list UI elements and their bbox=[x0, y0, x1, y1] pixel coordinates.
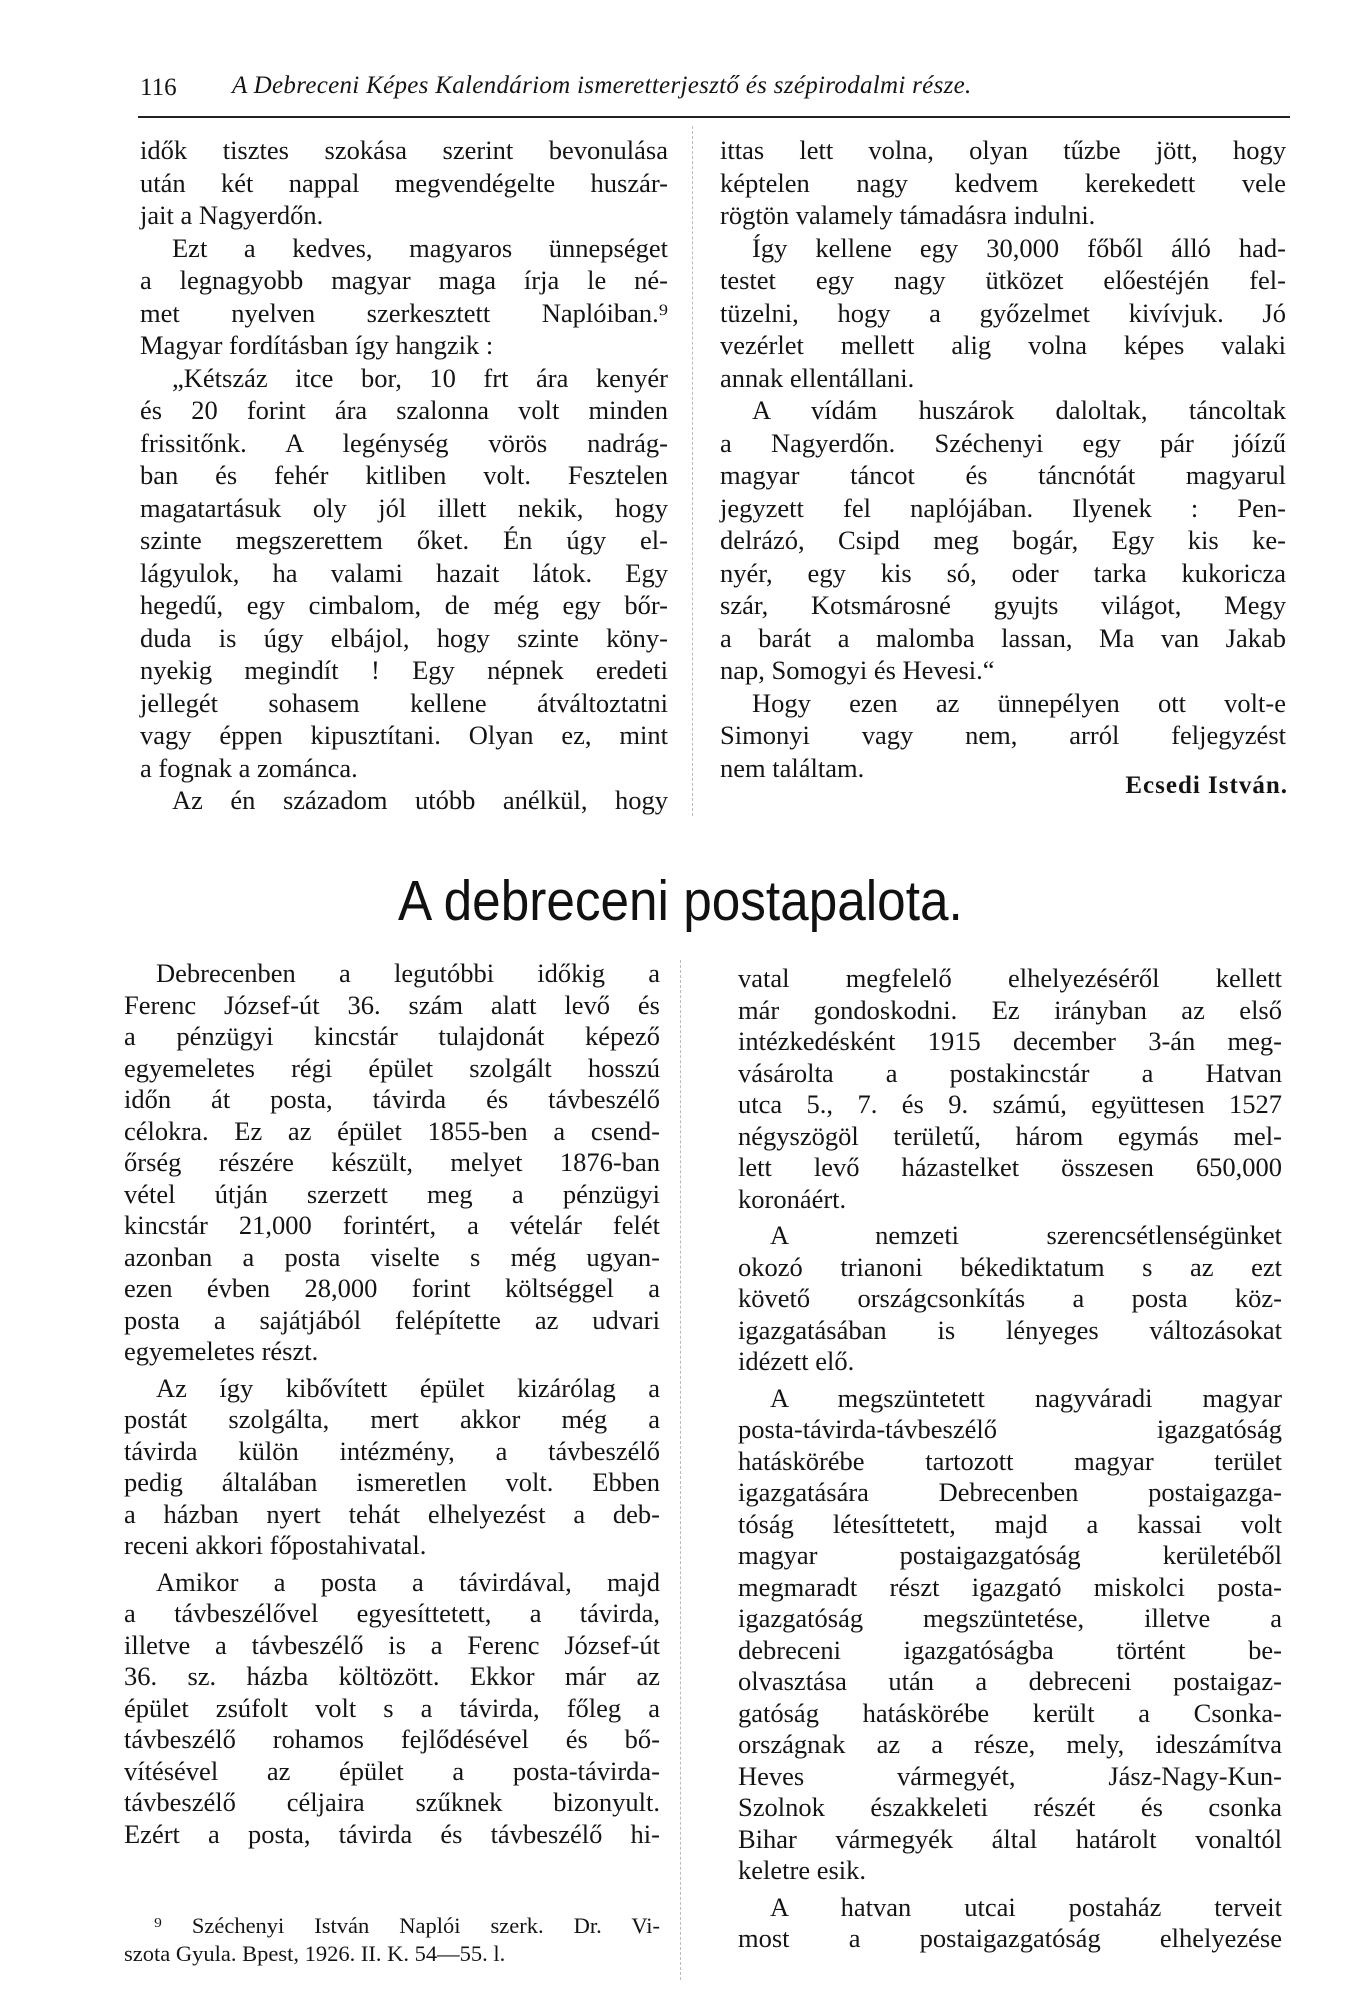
text-line: A vídám huszárok daloltak, táncoltak bbox=[752, 395, 1286, 425]
text-line: magyar táncot és táncnótát magyarul bbox=[720, 460, 1286, 490]
text-line: célokra. Ez az épület 1855-ben a csend- bbox=[124, 1115, 660, 1146]
text-line: posta a sajátjából felépítette az udvari bbox=[124, 1304, 660, 1335]
text-line: tóság létesíttetett, majd a kassai volt bbox=[738, 1508, 1282, 1539]
text-line: megmaradt részt igazgató miskolci posta- bbox=[738, 1571, 1282, 1602]
text-line: és 20 forint ára szalonna volt minden bbox=[140, 395, 668, 425]
text-line: nyekig megindít ! Egy népnek eredeti bbox=[140, 655, 668, 685]
paragraph bbox=[738, 1892, 1282, 1955]
text-line: okozó trianoni békediktatum s az ezt bbox=[738, 1251, 1282, 1282]
article-title: A debreceni postapalota. bbox=[398, 869, 963, 933]
text-line: ban és fehér kitliben volt. Fesztelen bbox=[140, 460, 668, 490]
text-line: rögtön valamely támadásra indulni. bbox=[720, 200, 1096, 230]
author-signature: Ecsedi István. bbox=[1125, 772, 1288, 799]
text-line: négyszögöl területű, három egymás mel- bbox=[738, 1120, 1282, 1151]
text-line: Hogy ezen az ünnepélyen ott volt-e bbox=[752, 687, 1286, 718]
running-title: A Debreceni Képes Kalendáriom ismeretterjesztő és szépirodalmi része. bbox=[232, 72, 972, 99]
text-line: 36. sz. házba költözött. Ekkor már az bbox=[124, 1661, 660, 1691]
text-line: met nyelven szerkesztett Naplóiban.⁹ bbox=[140, 297, 668, 328]
column-divider bbox=[692, 126, 693, 816]
text-line: igazgatóság megszüntetése, illetve a bbox=[738, 1603, 1282, 1633]
text-line: képtelen nagy kedvem kerekedett vele bbox=[720, 167, 1286, 198]
text-line: jellegét sohasem kellene átváltoztatni bbox=[140, 687, 668, 718]
left-column bbox=[140, 134, 668, 817]
text-line: A hatvan utcai postaház terveit bbox=[770, 1891, 1282, 1922]
text-line: nem találtam. bbox=[720, 752, 865, 783]
paragraph bbox=[124, 1567, 660, 1851]
paragraph bbox=[720, 232, 1286, 395]
paragraph bbox=[720, 134, 1286, 232]
text-line: posta-távirda-távbeszélő igazgatóság bbox=[738, 1414, 1282, 1444]
text-line: vagy éppen kipusztítani. Olyan ez, mint bbox=[140, 720, 668, 750]
text-line: időn át posta, távirda és távbeszélő bbox=[124, 1084, 660, 1114]
text-line: Így kellene egy 30,000 főből álló had- bbox=[752, 232, 1286, 263]
text-line: „Kétszáz itce bor, 10 frt ára kenyér bbox=[172, 362, 668, 393]
paragraph bbox=[140, 134, 668, 232]
text-line: utca 5., 7. és 9. számú, együttesen 1527 bbox=[738, 1089, 1282, 1119]
footnote bbox=[124, 1912, 660, 1968]
page-number: 116 bbox=[140, 74, 177, 101]
text-line: a legnagyobb magyar maga írja le né- bbox=[140, 265, 668, 295]
text-line: Magyar fordításban így hangzik : bbox=[140, 330, 494, 360]
text-line: távbeszélő rohamos fejlődésével és bő- bbox=[124, 1724, 660, 1754]
text-line: annak ellentállani. bbox=[720, 362, 915, 393]
text-line: Debrecenben a legutóbbi időkig a bbox=[156, 958, 660, 988]
paragraph bbox=[720, 394, 1286, 687]
text-line: jegyzett fel naplójában. Ilyenek : Pen- bbox=[720, 492, 1286, 523]
text-line: tüzelni, hogy a győzelmet kivívjuk. Jó bbox=[720, 297, 1286, 328]
text-line: egyemeletes részt. bbox=[124, 1336, 319, 1366]
text-line: már gondoskodni. Ez irányban az első bbox=[738, 994, 1282, 1025]
paragraph bbox=[738, 1220, 1282, 1378]
text-line: illetve a távbeszélő is a Ferenc József-út bbox=[124, 1629, 660, 1660]
text-line: intézkedésként 1915 december 3-án meg- bbox=[738, 1026, 1282, 1056]
footnote-line: szota Gyula. Bpest, 1926. II. K. 54—55. l. bbox=[124, 1941, 506, 1966]
text-line: olvasztása után a debreceni postaigaz- bbox=[738, 1666, 1282, 1696]
text-line: nyér, egy kis só, oder tarka kukoricza bbox=[720, 557, 1286, 588]
text-line: követő országcsonkítás a posta köz- bbox=[738, 1283, 1282, 1313]
paragraph bbox=[738, 963, 1282, 1215]
paragraph bbox=[124, 958, 660, 1368]
text-line: magatartásuk oly jól illett nekik, hogy bbox=[140, 492, 668, 523]
text-line: receni akkori főpostahivatal. bbox=[124, 1530, 427, 1560]
text-line: koronáért. bbox=[738, 1183, 847, 1214]
text-line: Szolnok északkeleti részét és csonka bbox=[738, 1792, 1282, 1822]
text-line: jait a Nagyerdőn. bbox=[140, 200, 324, 230]
text-line: idők tisztes szokása szerint bevonulása bbox=[140, 135, 668, 165]
text-line: Heves vármegyét, Jász-Nagy-Kun- bbox=[738, 1760, 1282, 1791]
text-line: keletre esik. bbox=[738, 1855, 867, 1885]
text-line: A megszüntetett nagyváradi magyar bbox=[770, 1382, 1282, 1413]
text-line: lett levő házastelket összesen 650,000 bbox=[738, 1152, 1282, 1182]
text-line: Bihar vármegyék által határolt vonaltól bbox=[738, 1823, 1282, 1854]
text-line: a távbeszélővel egyesíttetett, a távirda, bbox=[124, 1598, 660, 1628]
right-column bbox=[738, 963, 1282, 1955]
text-line: vásárolta a postakincstár a Hatvan bbox=[738, 1057, 1282, 1088]
text-line: egyemeletes régi épület szolgált hosszú bbox=[124, 1052, 660, 1083]
text-line: Simonyi vagy nem, arról feljegyzést bbox=[720, 720, 1286, 750]
text-line: vatal megfelelő elhelyezéséről kellett bbox=[738, 963, 1282, 993]
text-line: idézett elő. bbox=[738, 1346, 855, 1376]
text-line: a pénzügyi kincstár tulajdonát képező bbox=[124, 1021, 660, 1051]
text-line: Az így kibővített épület kizárólag a bbox=[156, 1372, 660, 1403]
text-line: a barát a malomba lassan, Ma van Jakab bbox=[720, 622, 1286, 653]
text-line: frissitőnk. A legénység vörös nadrág- bbox=[140, 427, 668, 458]
text-line: azonban a posta viselte s még ugyan- bbox=[124, 1241, 660, 1272]
text-line: a fognak a zománca. bbox=[140, 752, 358, 783]
text-line: Ezért a posta, távirda és távbeszélő hi- bbox=[124, 1818, 660, 1849]
text-line: távirda külön intézmény, a távbeszélő bbox=[124, 1435, 660, 1466]
text-line: ezen évben 28,000 forint költséggel a bbox=[124, 1273, 660, 1303]
text-line: Ezt a kedves, magyaros ünnepséget bbox=[172, 232, 668, 263]
text-line: gatóság hatáskörébe került a Csonka- bbox=[738, 1697, 1282, 1728]
right-column bbox=[720, 134, 1286, 784]
paragraph bbox=[140, 362, 668, 785]
text-line: távbeszélő céljaira szűknek bizonyult. bbox=[124, 1787, 660, 1817]
text-line: ittas lett volna, olyan tűzbe jött, hogy bbox=[720, 135, 1286, 165]
text-line: Ferenc József-út 36. szám alatt levő és bbox=[124, 989, 660, 1020]
paragraph bbox=[140, 232, 668, 362]
text-line: postát szolgálta, mert akkor még a bbox=[124, 1404, 660, 1434]
text-line: hatáskörébe tartozott magyar terület bbox=[738, 1445, 1282, 1476]
text-line: duda is úgy elbájol, hogy szinte köny- bbox=[140, 622, 668, 653]
text-line: magyar postaigazgatóság kerületéből bbox=[738, 1540, 1282, 1570]
text-line: nap, Somogyi és Hevesi.“ bbox=[720, 655, 995, 685]
text-line: szinte megszerettem őket. Én úgy el- bbox=[140, 525, 668, 555]
text-line: Amikor a posta a távirdával, majd bbox=[156, 1566, 660, 1597]
text-line: után két nappal megvendégelte huszár- bbox=[140, 167, 668, 198]
text-line: testet egy nagy ütközet előestéjén fel- bbox=[720, 265, 1286, 295]
paragraph bbox=[124, 1373, 660, 1562]
text-line: szár, Kotsmárosné gyujts világot, Megy bbox=[720, 590, 1286, 620]
text-line: vítésével az épület a posta-távirda- bbox=[124, 1755, 660, 1786]
column-divider bbox=[680, 960, 681, 1980]
text-line: A nemzeti szerencsétlenségünket bbox=[770, 1220, 1282, 1250]
text-line: most a postaigazgatóság elhelyezése bbox=[738, 1923, 1282, 1953]
text-line: igazgatására Debrecenben postaigazga- bbox=[738, 1477, 1282, 1507]
text-line: vétel útján szerzett meg a pénzügyi bbox=[124, 1178, 660, 1209]
footnote-line: ⁹ Széchenyi István Naplói szerk. Dr. Vi- bbox=[154, 1913, 660, 1938]
header-rule bbox=[138, 116, 1290, 118]
left-column bbox=[124, 958, 660, 1850]
text-line: hegedű, egy cimbalom, de még egy bőr- bbox=[140, 590, 668, 620]
text-line: vezérlet mellett alig volna képes valaki bbox=[720, 330, 1286, 360]
text-line: kincstár 21,000 forintért, a vételár felét bbox=[124, 1210, 660, 1240]
text-line: Az én századom utóbb anélkül, hogy bbox=[172, 785, 668, 815]
text-line: épület zsúfolt volt s a távirda, főleg a bbox=[124, 1692, 660, 1723]
text-line: igazgatásában is lényeges változásokat bbox=[738, 1314, 1282, 1345]
text-line: lágyulok, ha valami hazait látok. Egy bbox=[140, 557, 668, 588]
text-line: debreceni igazgatóságba történt be- bbox=[738, 1634, 1282, 1665]
text-line: delrázó, Csipd meg bogár, Egy kis ke- bbox=[720, 525, 1286, 555]
paragraph bbox=[720, 687, 1286, 785]
text-line: országnak az a része, mely, ideszámítva bbox=[738, 1729, 1282, 1759]
paragraph bbox=[738, 1383, 1282, 1887]
paragraph bbox=[140, 784, 668, 817]
text-line: őrség részére készült, melyet 1876-ban bbox=[124, 1147, 660, 1177]
text-line: a házban nyert tehát elhelyezést a deb- bbox=[124, 1498, 660, 1529]
text-line: pedig általában ismeretlen volt. Ebben bbox=[124, 1467, 660, 1497]
text-line: a Nagyerdőn. Széchenyi egy pár jóízű bbox=[720, 427, 1286, 458]
